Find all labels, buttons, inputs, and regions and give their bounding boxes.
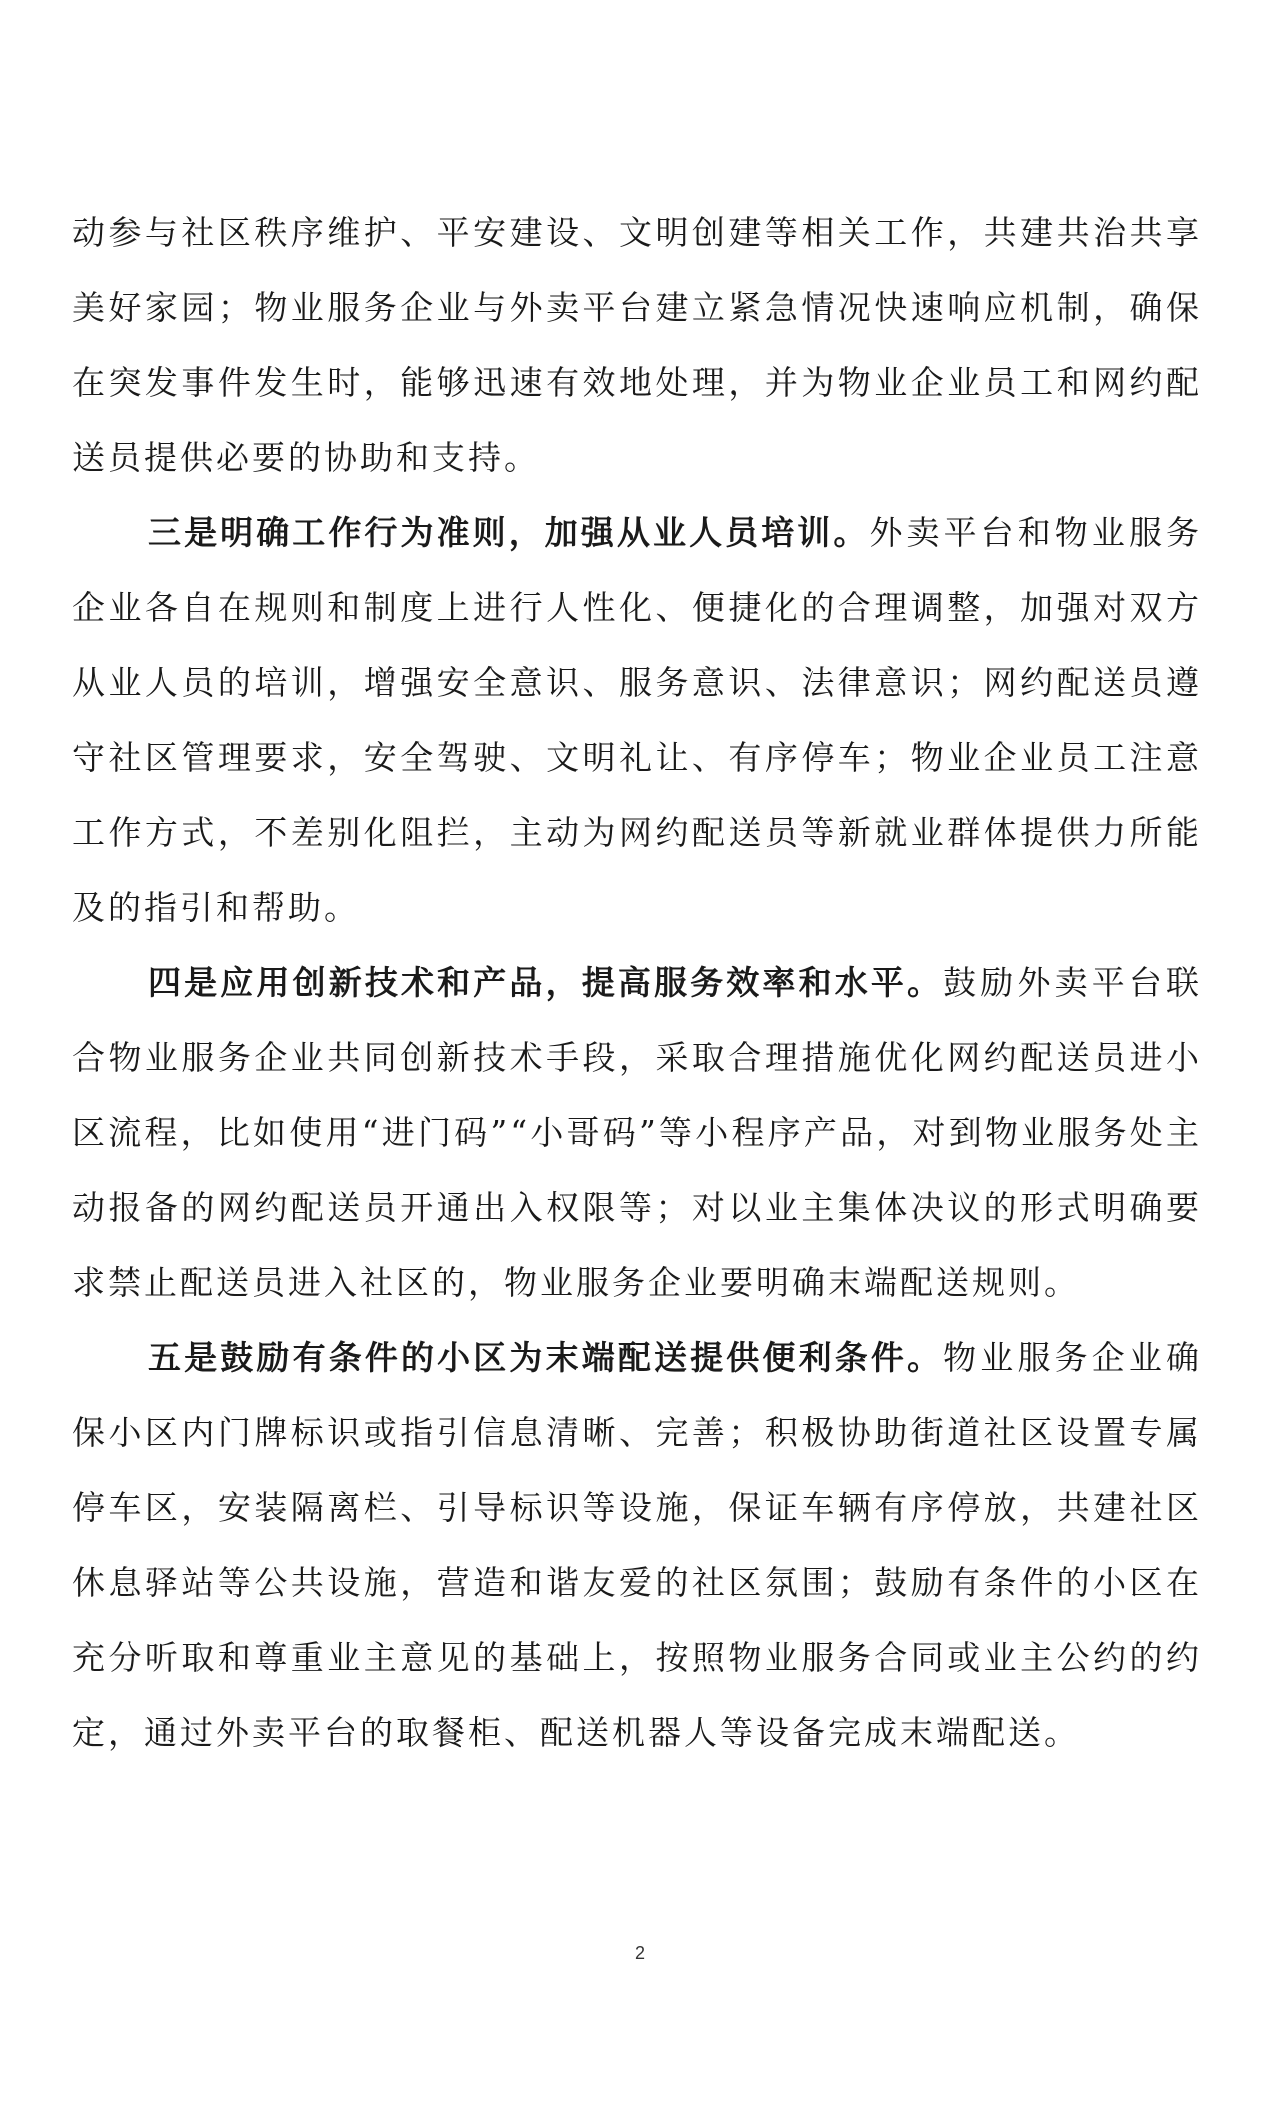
paragraph-text: 动参与社区秩序维护、平安建设、文明创建等相关工作，共建共治共享美好家园；物业服务企业与外卖平台建立紧急情况快速响应机制，确保在突发事件发生时，能够迅速有效地处理，并为物业企业员工和网约配送员提供必要的协助和支持。 (72, 213, 1202, 477)
paragraph-heading: 三是明确工作行为准则，加强从业人员培训。 (148, 513, 870, 552)
paragraph-text: 鼓励外卖平台联合物业服务企业共同创新技术手段，采取合理措施优化网约配送员进小区流程，比如使用“进门码”“小哥码”等小程序产品，对到物业服务处主动报备的网约配送员开通出入权限等；对以业主集体决议的形式明确要求禁止配送员进入社区的，物业服务企业要明确末端配送规则。 (72, 963, 1203, 1302)
paragraph-continuation (72, 195, 1202, 495)
paragraph-3 (72, 495, 1202, 945)
paragraph-heading: 四是应用创新技术和产品，提高服务效率和水平。 (148, 963, 944, 1002)
paragraph-text: 外卖平台和物业服务企业各自在规则和制度上进行人性化、便捷化的合理调整，加强对双方从业人员的培训，增强安全意识、服务意识、法律意识；网约配送员遵守社区管理要求，安全驾驶、文明礼让、有序停车；物业企业员工注意工作方式，不差别化阻拦，主动为网约配送员等新就业群体提供力所能及的指引和帮助。 (72, 513, 1203, 927)
paragraph-5 (72, 1320, 1202, 1770)
paragraph-4 (72, 945, 1202, 1320)
paragraph-text: 物业服务企业确保小区内门牌标识或指引信息清晰、完善；积极协助街道社区设置专属停车区，安装隔离栏、引导标识等设施，保证车辆有序停放，共建社区休息驿站等公共设施，营造和谐友爱的社区氛围；鼓励有条件的小区在充分听取和尊重业主意见的基础上，按照物业服务合同或业主公约的约定，通过外卖平台的取餐柜、配送机器人等设备完成末端配送。 (72, 1338, 1203, 1752)
page-number: 2 (634, 1943, 645, 1963)
body-text (72, 195, 1202, 1770)
paragraph-heading: 五是鼓励有条件的小区为末端配送提供便利条件。 (148, 1338, 944, 1377)
